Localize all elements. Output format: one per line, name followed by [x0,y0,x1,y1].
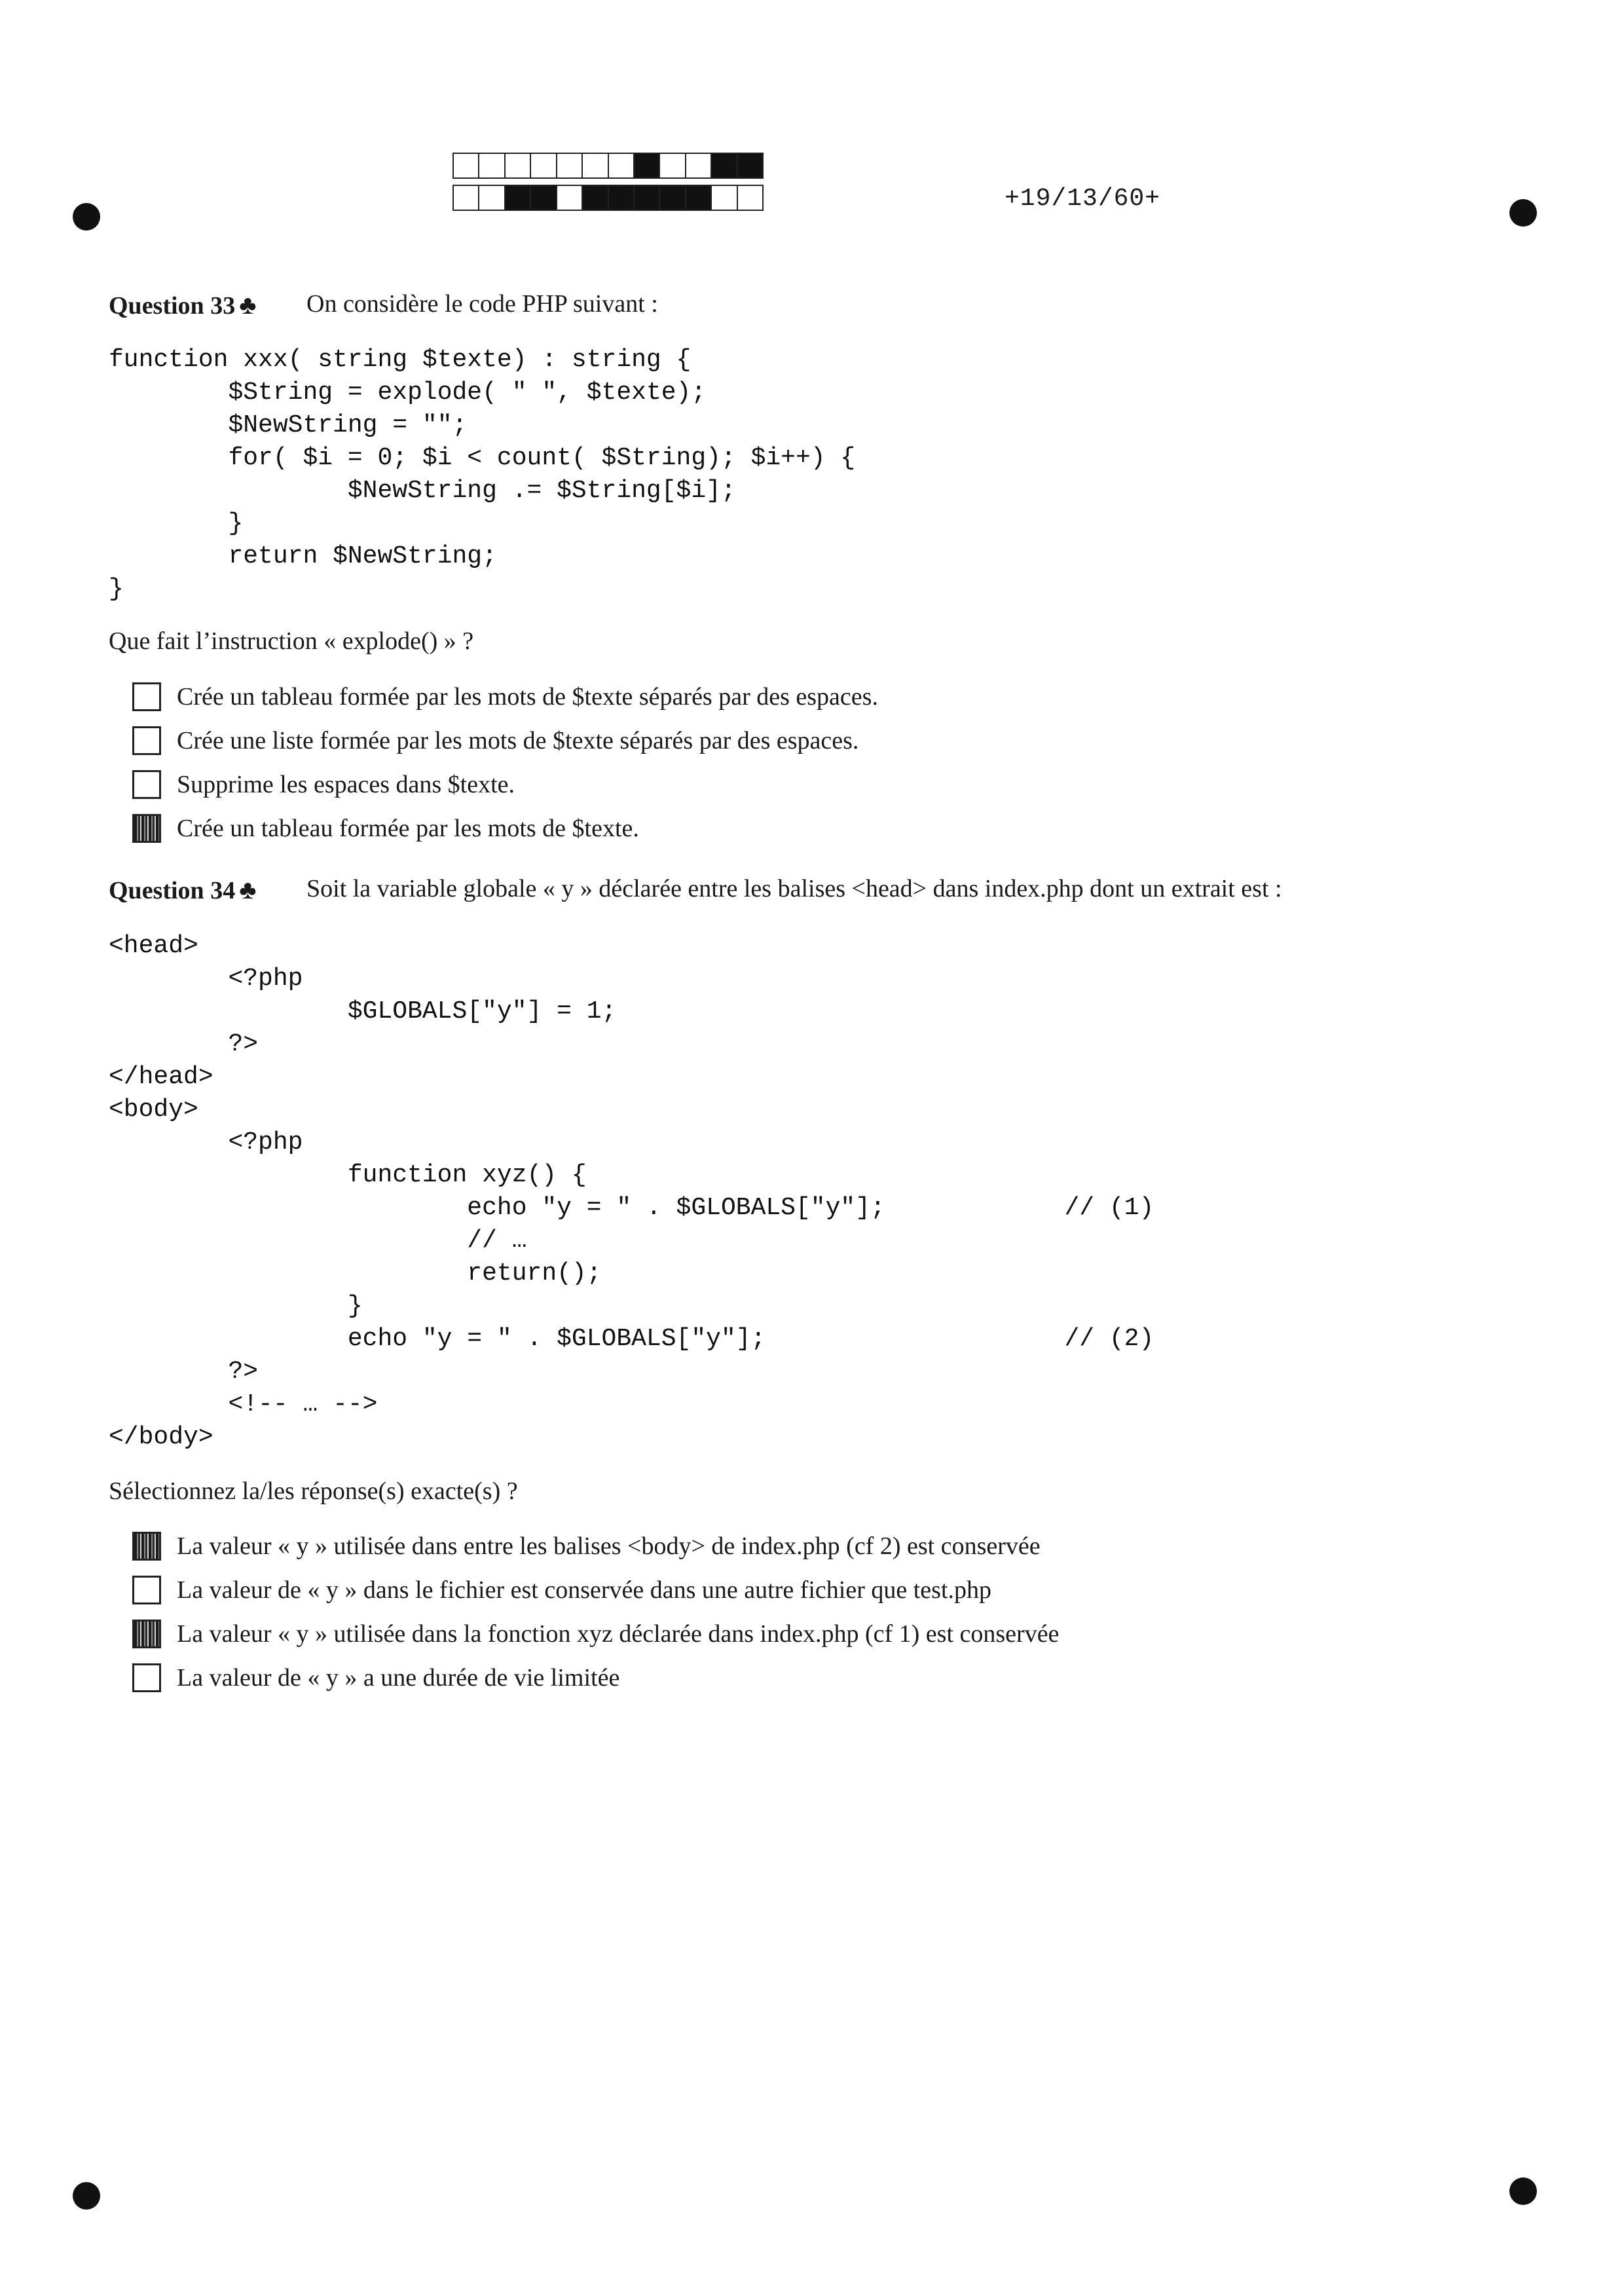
barcode-cell [556,185,583,211]
answer-text: Supprime les espaces dans $texte. [177,770,515,798]
barcode-cell [608,153,635,179]
question-33-prompt: On considère le code PHP suivant : [306,290,658,318]
corner-mark-top-left [73,203,100,231]
answer-checkbox[interactable] [132,1532,161,1561]
club-icon: ♣ [239,875,257,904]
barcode-cell [737,153,764,179]
barcode-cell [633,153,660,179]
barcode-cell [504,153,531,179]
answer-text: Crée un tableau formée par les mots de $texte. [177,814,639,842]
barcode-cell [685,153,712,179]
corner-mark-bottom-left [73,2182,100,2210]
answer-checkbox[interactable] [132,1620,161,1648]
answer-option[interactable] [132,1612,1059,1656]
barcode-cell [581,185,608,211]
question-33-code: function xxx( string $texte) : string { $String = explode( " ", $texte); $NewString = ""; for( $i = 0; $i < count( $String); $i++) { $NewString .= $String[$i]; } return $NewString; } [109,346,856,603]
question-34-subquestion: Sélectionnez la/les réponse(s) exacte(s) ? [109,1477,518,1505]
barcode-cell [530,185,557,211]
barcode-cell [685,185,712,211]
barcode-cell [530,153,557,179]
answer-text: La valeur de « y » dans le fichier est conservée dans une autre fichier que test.php [177,1576,991,1604]
barcode-cell [452,153,479,179]
answer-option[interactable] [132,675,878,718]
answer-option[interactable] [132,762,878,806]
question-34-label: Question 34 [109,877,236,904]
question-33-label: Question 33 [109,292,236,320]
question-33-subquestion: Que fait l’instruction « explode() » ? [109,627,474,655]
barcode-cell [659,153,686,179]
barcode-cell [556,153,583,179]
answer-checkbox[interactable] [132,726,161,755]
answer-option[interactable] [132,1524,1059,1568]
barcode-cell [608,185,635,211]
barcode-cell [710,153,737,179]
barcode-cell [478,153,505,179]
barcode-cell [710,185,737,211]
barcode-cell [478,185,505,211]
question-34-answers [132,1524,1059,1699]
answer-text: Crée un tableau formée par les mots de $texte séparés par des espaces. [177,682,878,711]
answer-checkbox[interactable] [132,814,161,843]
answer-text: La valeur de « y » a une durée de vie limitée [177,1663,620,1692]
question-34-prompt: Soit la variable globale « y » déclarée entre les balises <head> dans index.php dont un extrait est : [306,875,1282,902]
answer-text: La valeur « y » utilisée dans la fonction xyz déclarée dans index.php (cf 1) est conservée [177,1620,1060,1648]
answer-checkbox[interactable] [132,682,161,711]
barcode-row-1 [454,153,764,179]
answer-option[interactable] [132,718,878,762]
barcode-cell [659,185,686,211]
barcode-cell [504,185,531,211]
answer-checkbox[interactable] [132,1663,161,1692]
barcode-cell [452,185,479,211]
barcode-row-2 [454,185,764,211]
barcode-cell [737,185,764,211]
answer-checkbox[interactable] [132,770,161,799]
answer-option[interactable] [132,1568,1059,1612]
corner-mark-bottom-right [1509,2177,1537,2205]
question-33-header [109,289,658,320]
barcode-cell [633,185,660,211]
answer-checkbox[interactable] [132,1576,161,1604]
question-34-code: <head> <?php $GLOBALS["y"] = 1; ?> </head> <body> <?php function xyz() { echo "y = " . $GLOBALS["y"]; // (1) // … return(); } echo "y = " . $GLOBALS["y"]; // (2) ?> <!-- … --> </body> [109,932,1154,1451]
corner-mark-top-right [1509,199,1537,227]
answer-text: La valeur « y » utilisée dans entre les balises <body> de index.php (cf 2) est conservée [177,1532,1041,1560]
page-id: +19/13/60+ [1005,185,1161,213]
answer-option[interactable] [132,806,878,850]
question-34-header [109,874,1282,905]
question-33-answers [132,675,878,850]
club-icon: ♣ [239,290,257,320]
answer-text: Crée une liste formée par les mots de $texte séparés par des espaces. [177,726,859,754]
barcode-cell [581,153,608,179]
answer-option[interactable] [132,1656,1059,1699]
